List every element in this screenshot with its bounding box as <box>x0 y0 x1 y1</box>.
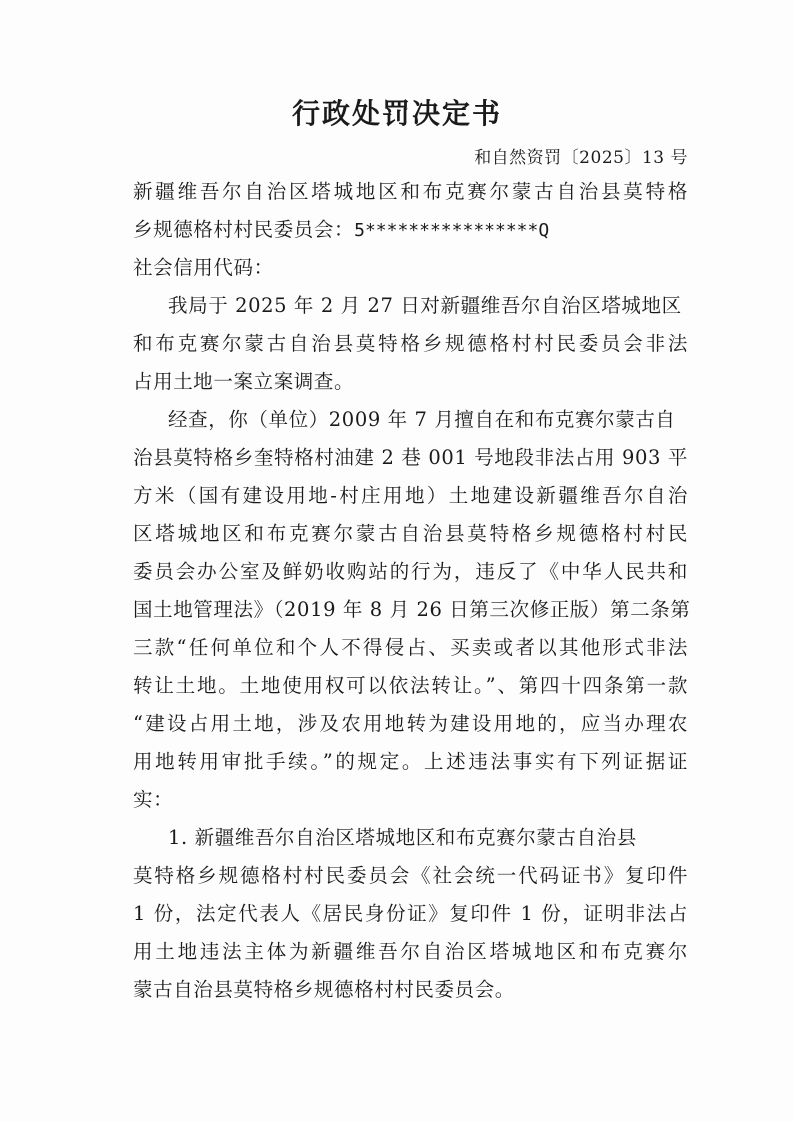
party-name-line-1: 新疆维吾尔自治区塔城地区和布克赛尔蒙古自治县莫特格 <box>133 180 688 203</box>
paragraph-2-line-9: “建设占用土地，涉及农用地转为建设用地的，应当办理农 <box>133 712 688 735</box>
document-title: 行政处罚决定书 <box>291 97 502 130</box>
paragraph-2-line-10: 用地转用审批手续。”的规定。上述违法事实有下列证据证 <box>133 750 688 773</box>
evidence-1-line-3: 1 份，法定代表人《居民身份证》复印件 1 份，证明非法占 <box>133 902 688 925</box>
paragraph-2-line-11: 实： <box>133 788 174 811</box>
party-name-label: 乡规德格村村民委员会： <box>133 218 355 241</box>
paragraph-2-line-6: 国土地管理法》（2019 年 8 月 26 日第三次修正版）第二条第 <box>133 598 691 621</box>
credit-code-label: 社会信用代码： <box>133 256 274 279</box>
paragraph-1-line-1: 我局于 2025 年 2 月 27 日对新疆维吾尔自治区塔城地区 <box>168 294 682 317</box>
evidence-1-line-4: 用土地违法主体为新疆维吾尔自治区塔城地区和布克赛尔 <box>133 940 688 963</box>
evidence-1-line-5: 蒙古自治县莫特格乡规德格村村民委员会。 <box>133 978 515 1001</box>
evidence-1-line-2: 莫特格乡规德格村村民委员会《社会统一代码证书》复印件 <box>133 864 688 887</box>
paragraph-2-line-1: 经查，你（单位）2009 年 7 月擅自在和布克赛尔蒙古自 <box>168 408 676 431</box>
evidence-1-line-1: 1. 新疆维吾尔自治区塔城地区和布克赛尔蒙古自治县 <box>168 826 637 849</box>
paragraph-1-line-2: 和布克赛尔蒙古自治县莫特格乡规德格村村民委员会非法 <box>133 332 688 355</box>
paragraph-2-line-5: 委员会办公室及鲜奶收购站的行为，违反了《中华人民共和 <box>133 560 688 583</box>
paragraph-2-line-7: 三款“任何单位和个人不得侵占、买卖或者以其他形式非法 <box>133 636 688 659</box>
paragraph-2-line-2: 治县莫特格乡奎特格村油建 2 巷 001 号地段非法占用 903 平 <box>133 446 688 469</box>
credit-code-value: 5****************Q <box>354 220 550 241</box>
party-name-line-2 <box>133 214 549 242</box>
document-number: 和自然资罚〔2025〕13 号 <box>474 148 688 168</box>
paragraph-2-line-8: 转让土地。土地使用权可以依法转让。”、第四十四条第一款 <box>133 674 688 697</box>
paragraph-2-line-4: 区塔城地区和布克赛尔蒙古自治县莫特格乡规德格村村民 <box>133 522 688 545</box>
paragraph-1-line-3: 占用土地一案立案调查。 <box>133 370 355 393</box>
paragraph-2-line-3: 方米（国有建设用地-村庄用地）土地建设新疆维吾尔自治 <box>133 484 688 507</box>
